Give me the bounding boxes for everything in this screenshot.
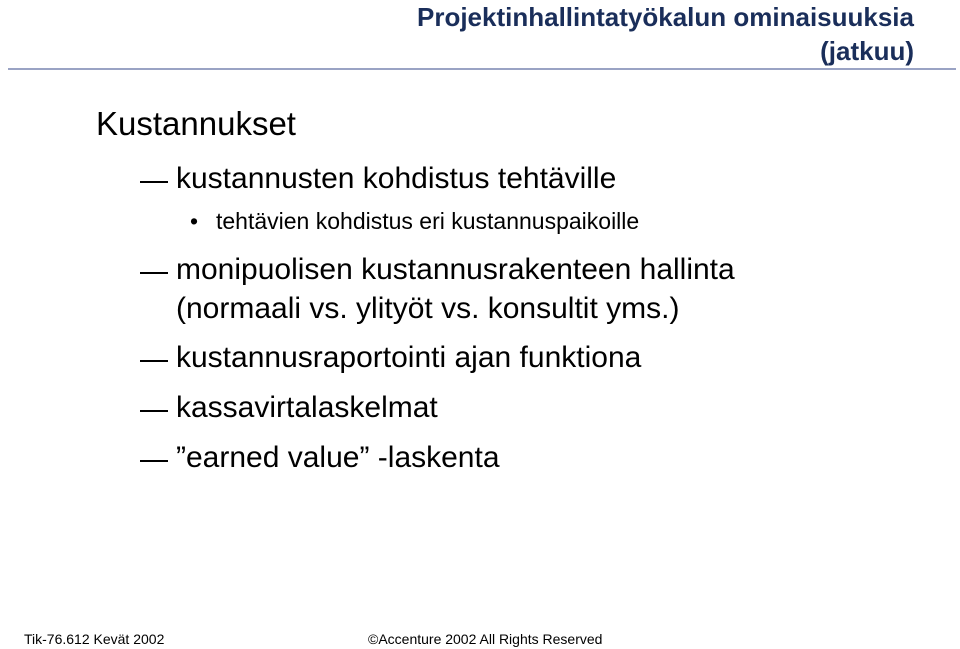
footer-course: Tik-76.612 Kevät 2002: [24, 631, 165, 647]
slide-title-line-2: (jatkuu): [820, 36, 914, 66]
dash-bullet-3: [140, 360, 168, 362]
list-item-3: kustannusraportointi ajan funktiona: [176, 341, 642, 374]
list-item-2-continuation: (normaali vs. ylityöt vs. konsultit yms.): [176, 292, 680, 325]
section-heading: Kustannukset: [96, 105, 296, 142]
dash-bullet-2: [140, 272, 168, 274]
list-item-2: monipuolisen kustannusrakenteen hallinta: [176, 253, 735, 286]
slide-title-line-1: Projektinhallintatyökalun ominaisuuksia: [416, 2, 914, 32]
footer-copyright: ©Accenture 2002 All Rights Reserved: [368, 631, 603, 647]
title-divider: [8, 68, 956, 70]
dash-bullet-4: [140, 410, 168, 412]
list-item-5: ”earned value” -laskenta: [176, 441, 500, 474]
slide-title: [417, 0, 914, 68]
list-item-4: kassavirtalaskelmat: [176, 391, 438, 424]
dash-bullet-5: [140, 460, 168, 462]
dot-bullet: •: [190, 208, 199, 234]
dash-bullet-1: [140, 181, 168, 183]
sub-list-item-1: tehtävien kohdistus eri kustannuspaikoille: [216, 208, 640, 234]
list-item-1: kustannusten kohdistus tehtäville: [176, 162, 617, 195]
